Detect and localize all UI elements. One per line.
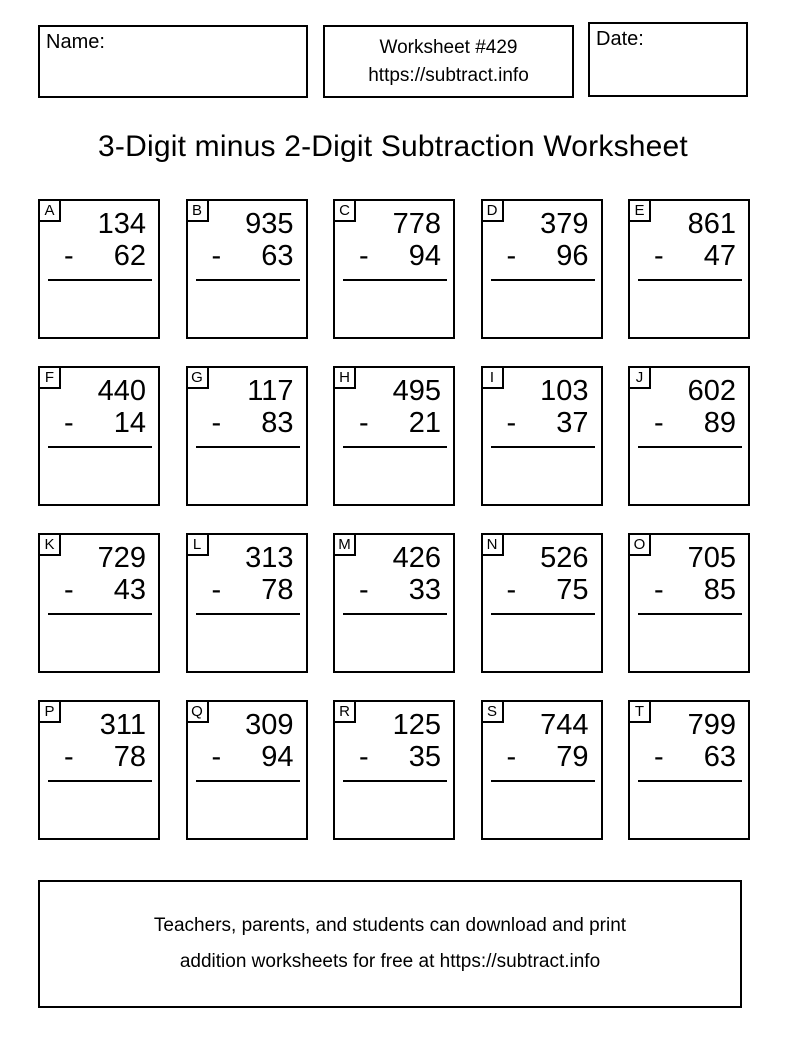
problem-letter: O [630,535,651,556]
minuend: 526 [540,542,589,574]
subtrahend: 78 [261,574,294,606]
answer-line [196,780,300,782]
minus-sign: - [64,407,74,439]
answer-line [48,279,152,281]
minus-sign: - [654,574,664,606]
problem-cell-d [481,199,603,339]
problem-letter: M [335,535,356,556]
minus-sign: - [64,741,74,773]
minus-sign: - [359,240,369,272]
minuend: 117 [247,375,294,407]
minuend: 426 [392,542,441,574]
answer-line [196,446,300,448]
answer-line [491,279,595,281]
subtrahend: 63 [703,741,736,773]
minuend: 134 [97,208,146,240]
minuend: 799 [687,709,736,741]
problem-cell-t [628,700,750,840]
minuend: 744 [540,709,589,741]
problem-cell-j [628,366,750,506]
answer-line [638,780,742,782]
problem-letter: K [40,535,61,556]
problem-cell-c [333,199,455,339]
problem-letter: G [188,368,209,389]
answer-line [638,446,742,448]
answer-line [196,613,300,615]
problem-letter: L [188,535,209,556]
problem-letter: F [40,368,61,389]
answer-line [638,613,742,615]
minus-sign: - [654,741,664,773]
problem-cell-e [628,199,750,339]
subtrahend: 94 [408,240,441,272]
subtrahend: 62 [113,240,146,272]
problems-grid [38,199,750,840]
answer-line [491,780,595,782]
problem-letter: N [483,535,504,556]
name-field-box [38,25,308,98]
subtrahend: 83 [261,407,294,439]
subtrahend: 14 [113,407,146,439]
minus-sign: - [654,407,664,439]
problem-letter: C [335,201,356,222]
minus-sign: - [211,741,222,773]
minuend: 103 [540,375,589,407]
minus-sign: - [359,407,369,439]
subtrahend: 63 [261,240,294,272]
answer-line [48,446,152,448]
minus-sign: - [211,574,222,606]
minus-sign: - [64,240,74,272]
minus-sign: - [64,574,74,606]
minuend: 379 [540,208,589,240]
date-field-box [588,22,748,97]
answer-line [491,446,595,448]
problem-cell-f [38,366,160,506]
minuend: 125 [392,709,441,741]
minuend: 309 [245,709,294,741]
minuend: 705 [687,542,736,574]
answer-line [491,613,595,615]
answer-line [638,279,742,281]
problem-letter: Q [188,702,209,723]
problem-letter: T [630,702,651,723]
subtrahend: 37 [556,407,589,439]
name-label: Name: [46,31,105,53]
problem-cell-q [186,700,308,840]
problem-cell-m [333,533,455,673]
minus-sign: - [506,741,517,773]
problem-cell-i [481,366,603,506]
problem-cell-b [186,199,308,339]
problem-cell-a [38,199,160,339]
problem-cell-o [628,533,750,673]
minuend: 729 [97,542,146,574]
minus-sign: - [506,407,517,439]
worksheet-url: https://subtract.info [368,64,529,86]
minus-sign: - [506,574,517,606]
subtrahend: 47 [703,240,736,272]
minuend: 778 [392,208,441,240]
problem-cell-k [38,533,160,673]
subtrahend: 94 [261,741,294,773]
subtrahend: 85 [703,574,736,606]
answer-line [48,780,152,782]
subtrahend: 75 [556,574,589,606]
problem-cell-n [481,533,603,673]
problem-cell-h [333,366,455,506]
problem-letter: D [483,201,504,222]
subtrahend: 35 [408,741,441,773]
minuend: 311 [99,709,146,741]
problem-letter: E [630,201,651,222]
minuend: 313 [245,542,294,574]
minus-sign: - [211,240,222,272]
problem-letter: J [630,368,651,389]
minuend: 495 [392,375,441,407]
minuend: 935 [245,208,294,240]
answer-line [343,613,447,615]
subtrahend: 79 [556,741,589,773]
footer-line-2: addition worksheets for free at https://subtract.info [179,951,601,972]
minus-sign: - [211,407,222,439]
subtrahend: 33 [408,574,441,606]
subtrahend: 43 [113,574,146,606]
problem-letter: A [40,201,61,222]
problem-cell-r [333,700,455,840]
problem-letter: B [188,201,209,222]
subtrahend: 21 [408,407,441,439]
date-label: Date: [596,28,644,50]
subtrahend: 89 [703,407,736,439]
problem-cell-l [186,533,308,673]
minuend: 861 [687,208,736,240]
subtrahend: 96 [556,240,589,272]
worksheet-info-box [323,25,574,98]
problem-cell-g [186,366,308,506]
problem-cell-p [38,700,160,840]
minus-sign: - [359,741,369,773]
footer-notice-box [38,880,742,1008]
worksheet-number: Worksheet #429 [379,36,518,58]
problem-letter: H [335,368,356,389]
problem-letter: R [335,702,356,723]
answer-line [48,613,152,615]
subtrahend: 78 [113,741,146,773]
page-title: 3-Digit minus 2-Digit Subtraction Worksheet [98,130,688,163]
minuend: 602 [687,375,736,407]
problem-letter: I [483,368,504,389]
answer-line [343,279,447,281]
minuend: 440 [97,375,146,407]
answer-line [196,279,300,281]
problem-letter: S [483,702,504,723]
minus-sign: - [359,574,369,606]
footer-line-1: Teachers, parents, and students can download and print [153,915,627,936]
problem-cell-s [481,700,603,840]
minus-sign: - [654,240,664,272]
problem-letter: P [40,702,61,723]
minus-sign: - [506,240,517,272]
answer-line [343,780,447,782]
answer-line [343,446,447,448]
